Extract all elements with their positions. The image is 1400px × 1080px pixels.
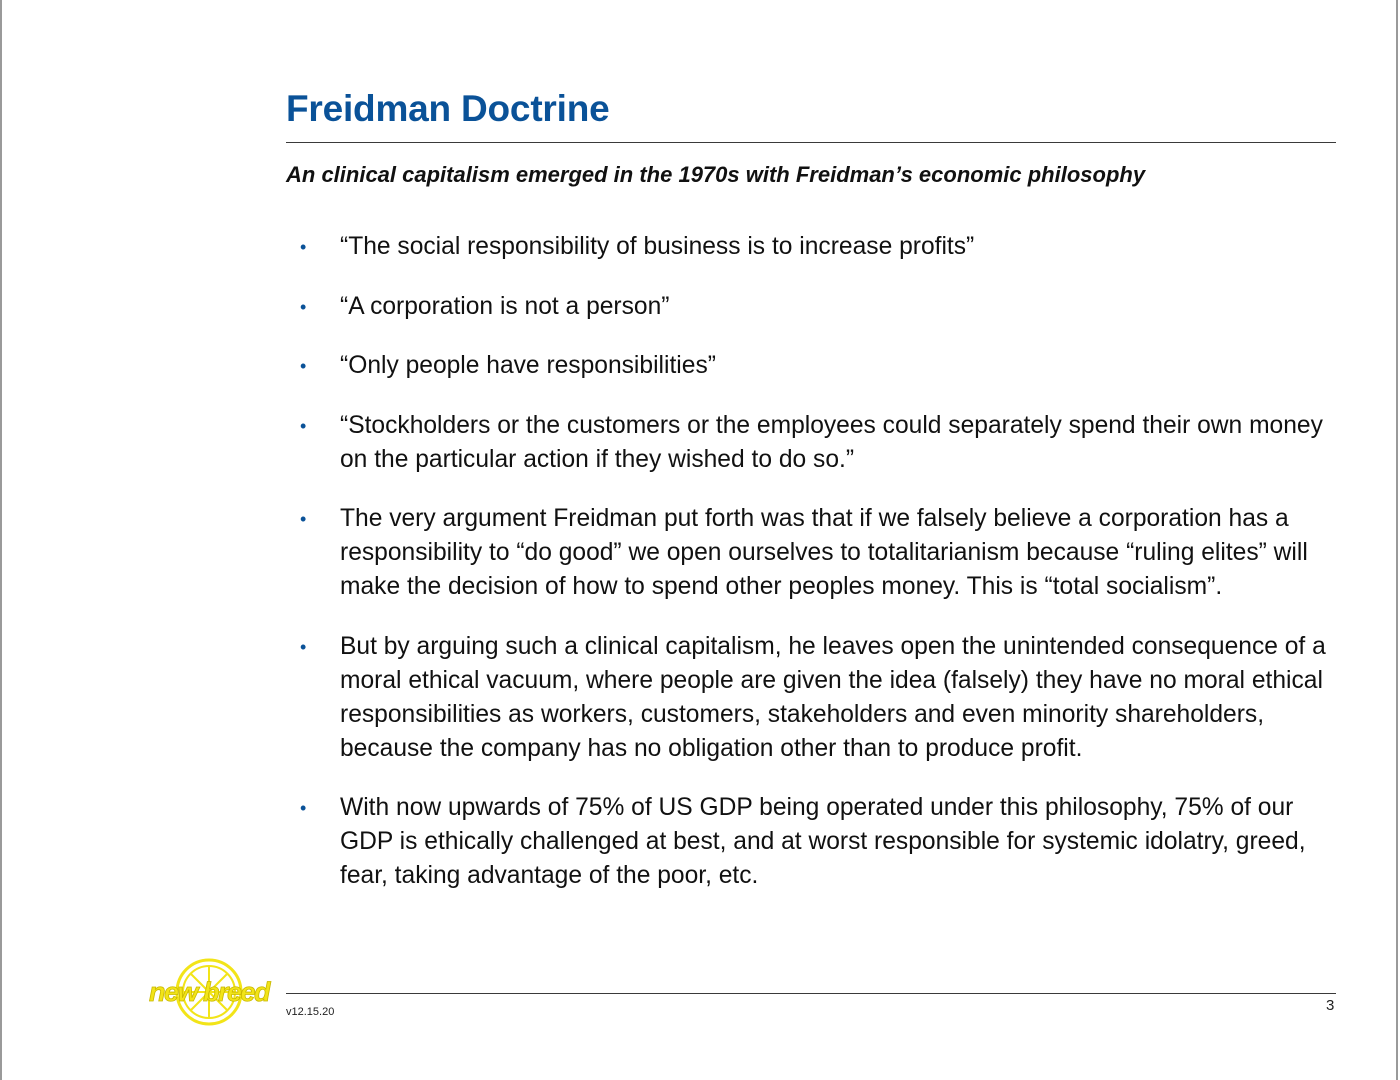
- slide-border-left: [0, 0, 2, 1080]
- bullet-item: [300, 230, 1330, 264]
- footer-divider: [286, 993, 1336, 994]
- slide-border-right: [1396, 0, 1398, 1080]
- page-number: 3: [1326, 997, 1335, 1014]
- bullet-list: [300, 230, 1330, 919]
- bullet-text: But by arguing such a clinical capitalism, he leaves open the unintended consequence of a moral ethical vacuum, where people are given the idea (falsely) they have no moral ethical responsibilities as workers, customers, stakeholders and even minority shareholders, because the company has no obligation other than to produce profit.: [340, 632, 1326, 762]
- bullet-text: The very argument Freidman put forth was that if we falsely believe a corporation has a responsibility to “do good” we open ourselves to totalitarianism because “ruling elites” will make the decision of how to spend other peoples money. This is “total socialism”.: [340, 505, 1308, 600]
- bullet-icon: •: [300, 798, 307, 818]
- new-breed-logo: [145, 955, 273, 1029]
- slide-subtitle: An clinical capitalism emerged in the 1970s with Freidman’s economic philosophy: [286, 162, 1146, 187]
- bullet-icon: •: [300, 356, 307, 376]
- bullet-icon: •: [300, 296, 307, 317]
- bullet-icon: •: [300, 237, 307, 257]
- bullet-text: “The social responsibility of business is to increase profits”: [340, 233, 975, 260]
- title-divider: [286, 142, 1336, 143]
- bullet-item: [300, 502, 1330, 604]
- bullet-item: [300, 791, 1330, 893]
- bullet-item: [300, 290, 1330, 324]
- bullet-text: “Stockholders or the customers or the employees could separately spend their own money on the particular action if they wished to do so.”: [340, 411, 1323, 473]
- version-label: v12.15.20: [286, 1006, 335, 1018]
- bullet-icon: •: [300, 636, 307, 657]
- bullet-text: “A corporation is not a person”: [340, 292, 670, 320]
- bullet-item: [300, 409, 1330, 477]
- bullet-item: [300, 349, 1330, 383]
- bullet-item: [300, 630, 1330, 766]
- bullet-icon: •: [300, 415, 307, 436]
- slide-title: Freidman Doctrine: [286, 88, 610, 129]
- logo-wordmark: new breed: [148, 977, 270, 1007]
- bullet-text: With now upwards of 75% of US GDP being operated under this philosophy, 75% of our GDP is ethically challenged at best, and at worst responsible for systemic idolatry, greed, fear, taking advantage of the poor, etc.: [340, 794, 1306, 889]
- bullet-text: “Only people have responsibilities”: [340, 352, 716, 379]
- bullet-icon: •: [300, 509, 307, 529]
